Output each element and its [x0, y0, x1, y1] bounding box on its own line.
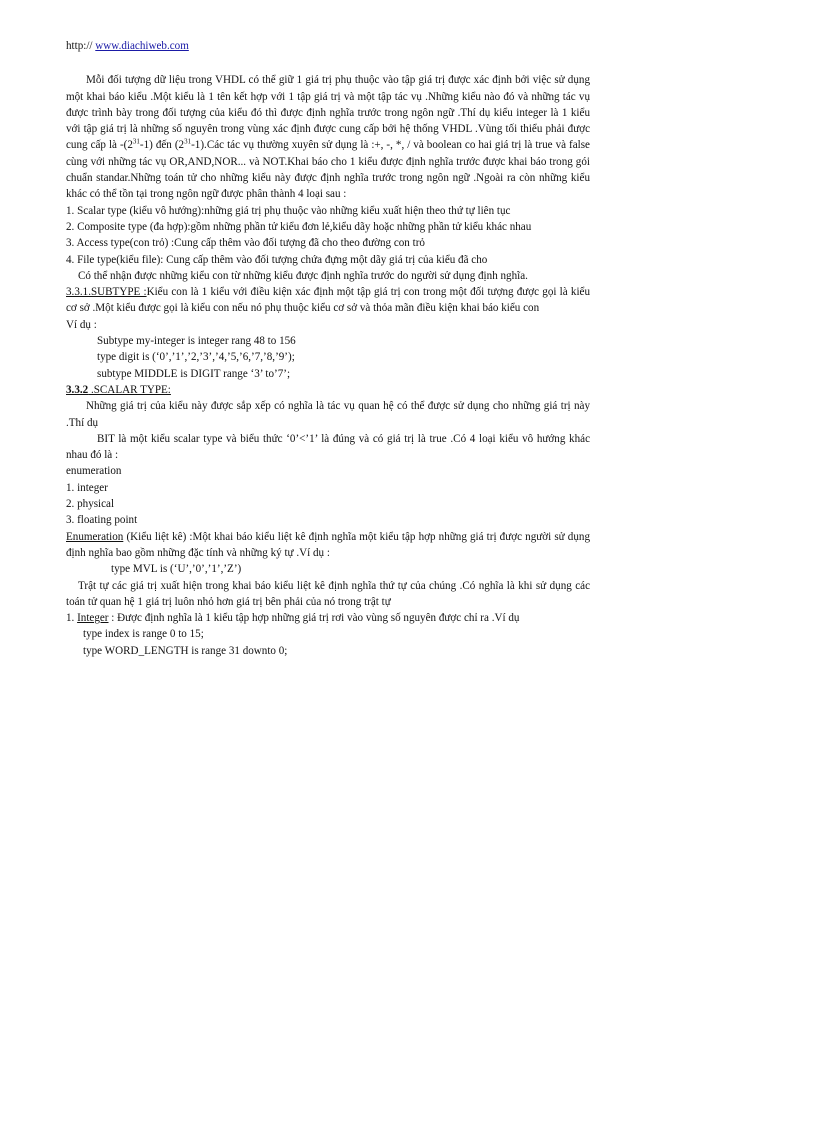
intro-paragraph: Mỗi đối tượng dữ liệu trong VHDL có thể giữ 1 giá trị phụ thuộc vào tập giá trị được xác định bởi việc sử dụng một khai báo kiểu .Một kiểu là 1 tên kết hợp với 1 tập giá trị và một tập tác vụ .Những kiểu nào đó và những tác vụ được trình bày trong đối tượng của kiểu đó thì được định nghĩa trước trong ngôn ngữ .Thí dụ kiểu integer là 1 kiểu với tập giá trị là những số nguyên trong vùng xác định được cung cấp bởi hệ thống VHDL .Vùng tối thiểu phải được cung cấp là $-(2^{31}-1)$ đến $(2^{31}-1).Các$ tác vụ thường xuyên sử dụng là :+, -, *, / và boolean co hai giá trị là true và false cùng với những tác vụ OR,AND,NOR... và NOT.Khai báo cho 1 kiểu được định nghĩa trước được khai báo trong gói chuẩn standar.Những toán tử cho những kiểu này được định nghĩa trước trong ngôn ngữ .Ngoài ra còn những kiểu khác có thể tồn tại trong ngôn ngữ được phân thành 4 loại sau :: [66, 74, 590, 201]
enumeration-order: Trật tự các giá trị xuất hiện trong khai báo kiểu liệt kê định nghĩa thứ tự của chúng .Có nghĩa là khi sử dụng các toán tử quan hệ 1 giá trị luôn nhỏ hơn giá trị bên phải của nó trong trật tự: [66, 579, 590, 608]
document-page: [66, 38, 590, 659]
code-line: subtype MIDDLE is DIGIT range ‘3’ to’7’;: [97, 367, 291, 380]
type-item: 2. Composite type (đa hợp):gồm những phần tử kiểu đơn lẻ,kiểu dãy hoặc những phần tử kiểu khác nhau: [66, 220, 532, 233]
header-link[interactable]: www.diachiweb.com: [95, 40, 189, 52]
type-item: 3. Access type(con trỏ) :Cung cấp thêm vào đối tượng đã cho theo đường con trỏ: [66, 237, 425, 250]
header-prefix: http://: [66, 40, 96, 52]
subtype-paragraph: 3.3.1.SUBTYPE :Kiểu con là 1 kiểu với điều kiện xác định một tập giá trị con trong một đối tượng được gọi là kiểu cơ sở .Một kiểu được gọi là kiểu con nếu nó phụ thuộc kiểu cơ sở và thỏa mãn điều kiện khai báo kiểu con: [66, 286, 591, 315]
scalar-paragraph: Những giá trị của kiểu này được sắp xếp có nghĩa là tác vụ quan hệ có thể được sử dụng cho những giá trị này .Thí dụ: [66, 400, 590, 429]
scalar-paragraph: BIT là một kiểu scalar type và biểu thức ‘0’<’1’ là đúng và có giá trị là true .Có 4 loại kiểu vô hướng khác nhau đó là :: [66, 432, 590, 462]
example-label: Ví dụ :: [66, 318, 97, 331]
integer-paragraph: 1. Integer : Được định nghĩa là 1 kiểu tập hợp những giá trị rơi vào vùng số nguyên được chỉ ra .Ví dụ: [66, 612, 520, 625]
code-line: type MVL is (‘U’,’0’,’1’,’Z’): [111, 563, 242, 576]
enumeration-term: Enumeration: [66, 530, 124, 543]
type-item: 4. File type(kiểu file): Cung cấp thêm vào đối tượng chứa đựng một dãy giá trị của kiểu đã cho: [66, 253, 488, 266]
scalar-heading: 3.3.2 .SCALAR TYPE:: [66, 383, 171, 396]
scalar-list-item: 3. floating point: [66, 514, 138, 527]
subtype-heading: 3.3.1.SUBTYPE :: [66, 286, 147, 299]
code-line: type WORD_LENGTH is range 31 downto 0;: [83, 644, 288, 657]
code-line: type digit is (‘0’,’1’,’2,’3’,’4,’5,’6,’7,’8,’9’);: [97, 351, 295, 364]
code-line: type index is range 0 to 15;: [83, 628, 204, 641]
type-item: 1. Scalar type (kiểu vô hướng):những giá trị phụ thuộc vào những kiểu xuất hiện theo thứ tự liên tục: [66, 204, 511, 217]
scalar-list-item: 1. integer: [66, 481, 108, 494]
integer-term: Integer: [77, 612, 109, 625]
code-line: Subtype my-integer is integer rang 48 to 156: [97, 335, 296, 348]
scalar-list-item: 2. physical: [66, 498, 115, 511]
scalar-list-item: enumeration: [66, 465, 122, 478]
subtype-intro: Có thể nhận được những kiểu con từ những kiểu được định nghĩa trước do người sử dụng định nghĩa.: [78, 269, 528, 282]
page-header: [66, 38, 590, 54]
enumeration-paragraph: Enumeration (Kiểu liệt kê) :Một khai báo kiểu liệt kê định nghĩa một kiểu tập hợp những giá trị được người sử dụng định nghĩa bao gồm những đặc tính và những ký tự .Ví dụ :: [66, 530, 590, 559]
